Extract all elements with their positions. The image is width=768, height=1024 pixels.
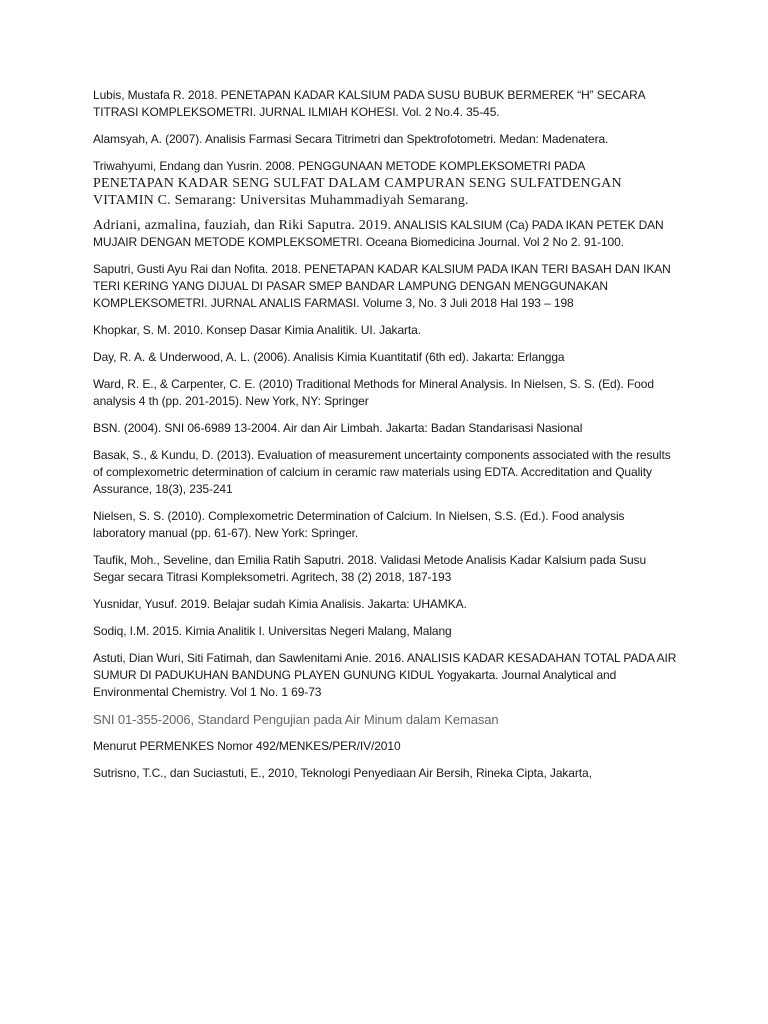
reference-item-triwahyumi <box>93 158 678 209</box>
reference-item-alamsyah: Alamsyah, A. (2007). Analisis Farmasi Secara Titrimetri dan Spektrofotometri. Medan: Madenatera. <box>93 132 609 146</box>
reference-list <box>93 87 678 792</box>
reference-item-nielsen: Nielsen, S. S. (2010). Complexometric Determination of Calcium. In Nielsen, S.S. (Ed.). Food analysis laboratory manual (pp. 61-67). New York: Springer. <box>93 509 625 540</box>
reference-item-adriani-part2: ANALISIS KALSIUM (Ca) PADA IKAN PETEK DAN MUJAIR DENGAN METODE KOMPLEKSOMETRI. Oceana Biomedicina Journal. Vol 2 No 2. 91-100. <box>93 218 664 249</box>
reference-item-day: Day, R. A. & Underwood, A. L. (2006). Analisis Kimia Kuantitatif (6th ed). Jakarta: Erlangga <box>93 350 565 364</box>
reference-item-bsn: BSN. (2004). SNI 06-6989 13-2004. Air dan Air Limbah. Jakarta: Badan Standarisasi Nasional <box>93 421 583 435</box>
reference-item-basak: Basak, S., & Kundu, D. (2013). Evaluation of measurement uncertainty components associated with the results of complexometric determination of calcium in ceramic raw materials using EDTA. Accreditation and Quality Assurance, 18(3), 235-241 <box>93 448 671 496</box>
reference-item-astuti: Astuti, Dian Wuri, Siti Fatimah, dan Sawlenitami Anie. 2016. ANALISIS KADAR KESADAHAN TOTAL PADA AIR SUMUR DI PADUKUHAN BANDUNG PLAYEN GUNUNG KIDUL Yogyakarta. Journal Analytical and Environmental Chemistry. Vol 1 No. 1 69-73 <box>93 651 677 699</box>
reference-item-adriani-part1: Adriani, azmalina, fauziah, dan Riki Saputra. 2019. <box>93 218 392 233</box>
reference-item-sodiq: Sodiq, I.M. 2015. Kimia Analitik I. Universitas Negeri Malang, Malang <box>93 624 452 638</box>
reference-item-saputri: Saputri, Gusti Ayu Rai dan Nofita. 2018. PENETAPAN KADAR KALSIUM PADA IKAN TERI BASAH DAN IKAN TERI KERING YANG DIJUAL DI PASAR SMEP BANDAR LAMPUNG DENGAN MENGGUNAKAN KOMPLEKSOMETRI. JURNAL ANALIS FARMASI. Volume 3, No. 3 Juli 2018 Hal 193 – 198 <box>93 262 671 310</box>
reference-item-adriani <box>93 217 678 251</box>
reference-item-triwahyumi-part1: Triwahyumi, Endang dan Yusrin. 2008. PENGGUNAAN METODE KOMPLEKSOMETRI PADA <box>93 159 586 173</box>
reference-item-khopkar: Khopkar, S. M. 2010. Konsep Dasar Kimia Analitik. UI. Jakarta. <box>93 323 421 337</box>
reference-item-ward: Ward, R. E., & Carpenter, C. E. (2010) Traditional Methods for Mineral Analysis. In Nielsen, S. S. (Ed). Food analysis 4 th (pp. 201-2015). New York, NY: Springer <box>93 377 654 408</box>
reference-item-yusnidar: Yusnidar, Yusuf. 2019. Belajar sudah Kimia Analisis. Jakarta: UHAMKA. <box>93 597 467 611</box>
reference-item-taufik: Taufik, Moh., Seveline, dan Emilia Ratih Saputri. 2018. Validasi Metode Analisis Kadar Kalsium pada Susu Segar secara Titrasi Kompleksometri. Agritech, 38 (2) 2018, 187-193 <box>93 553 647 584</box>
reference-item-lubis: Lubis, Mustafa R. 2018. PENETAPAN KADAR KALSIUM PADA SUSU BUBUK BERMEREK “H” SECARA TITRASI KOMPLEKSOMETRI. JURNAL ILMIAH KOHESI. Vol. 2 No.4. 35-45. <box>93 88 645 119</box>
reference-item-triwahyumi-part2: PENETAPAN KADAR SENG SULFAT DALAM CAMPURAN SENG SULFATDENGAN VITAMIN C. Semarang: Universitas Muhammadiyah Semarang. <box>93 176 622 208</box>
reference-item-permenkes: Menurut PERMENKES Nomor 492/MENKES/PER/IV/2010 <box>93 739 401 753</box>
reference-item-sni: SNI 01-355-2006, Standard Pengujian pada Air Minum dalam Kemasan <box>93 712 499 727</box>
reference-item-sutrisno: Sutrisno, T.C., dan Suciastuti, E., 2010, Teknologi Penyediaan Air Bersih, Rineka Cipta, Jakarta, <box>93 766 592 780</box>
